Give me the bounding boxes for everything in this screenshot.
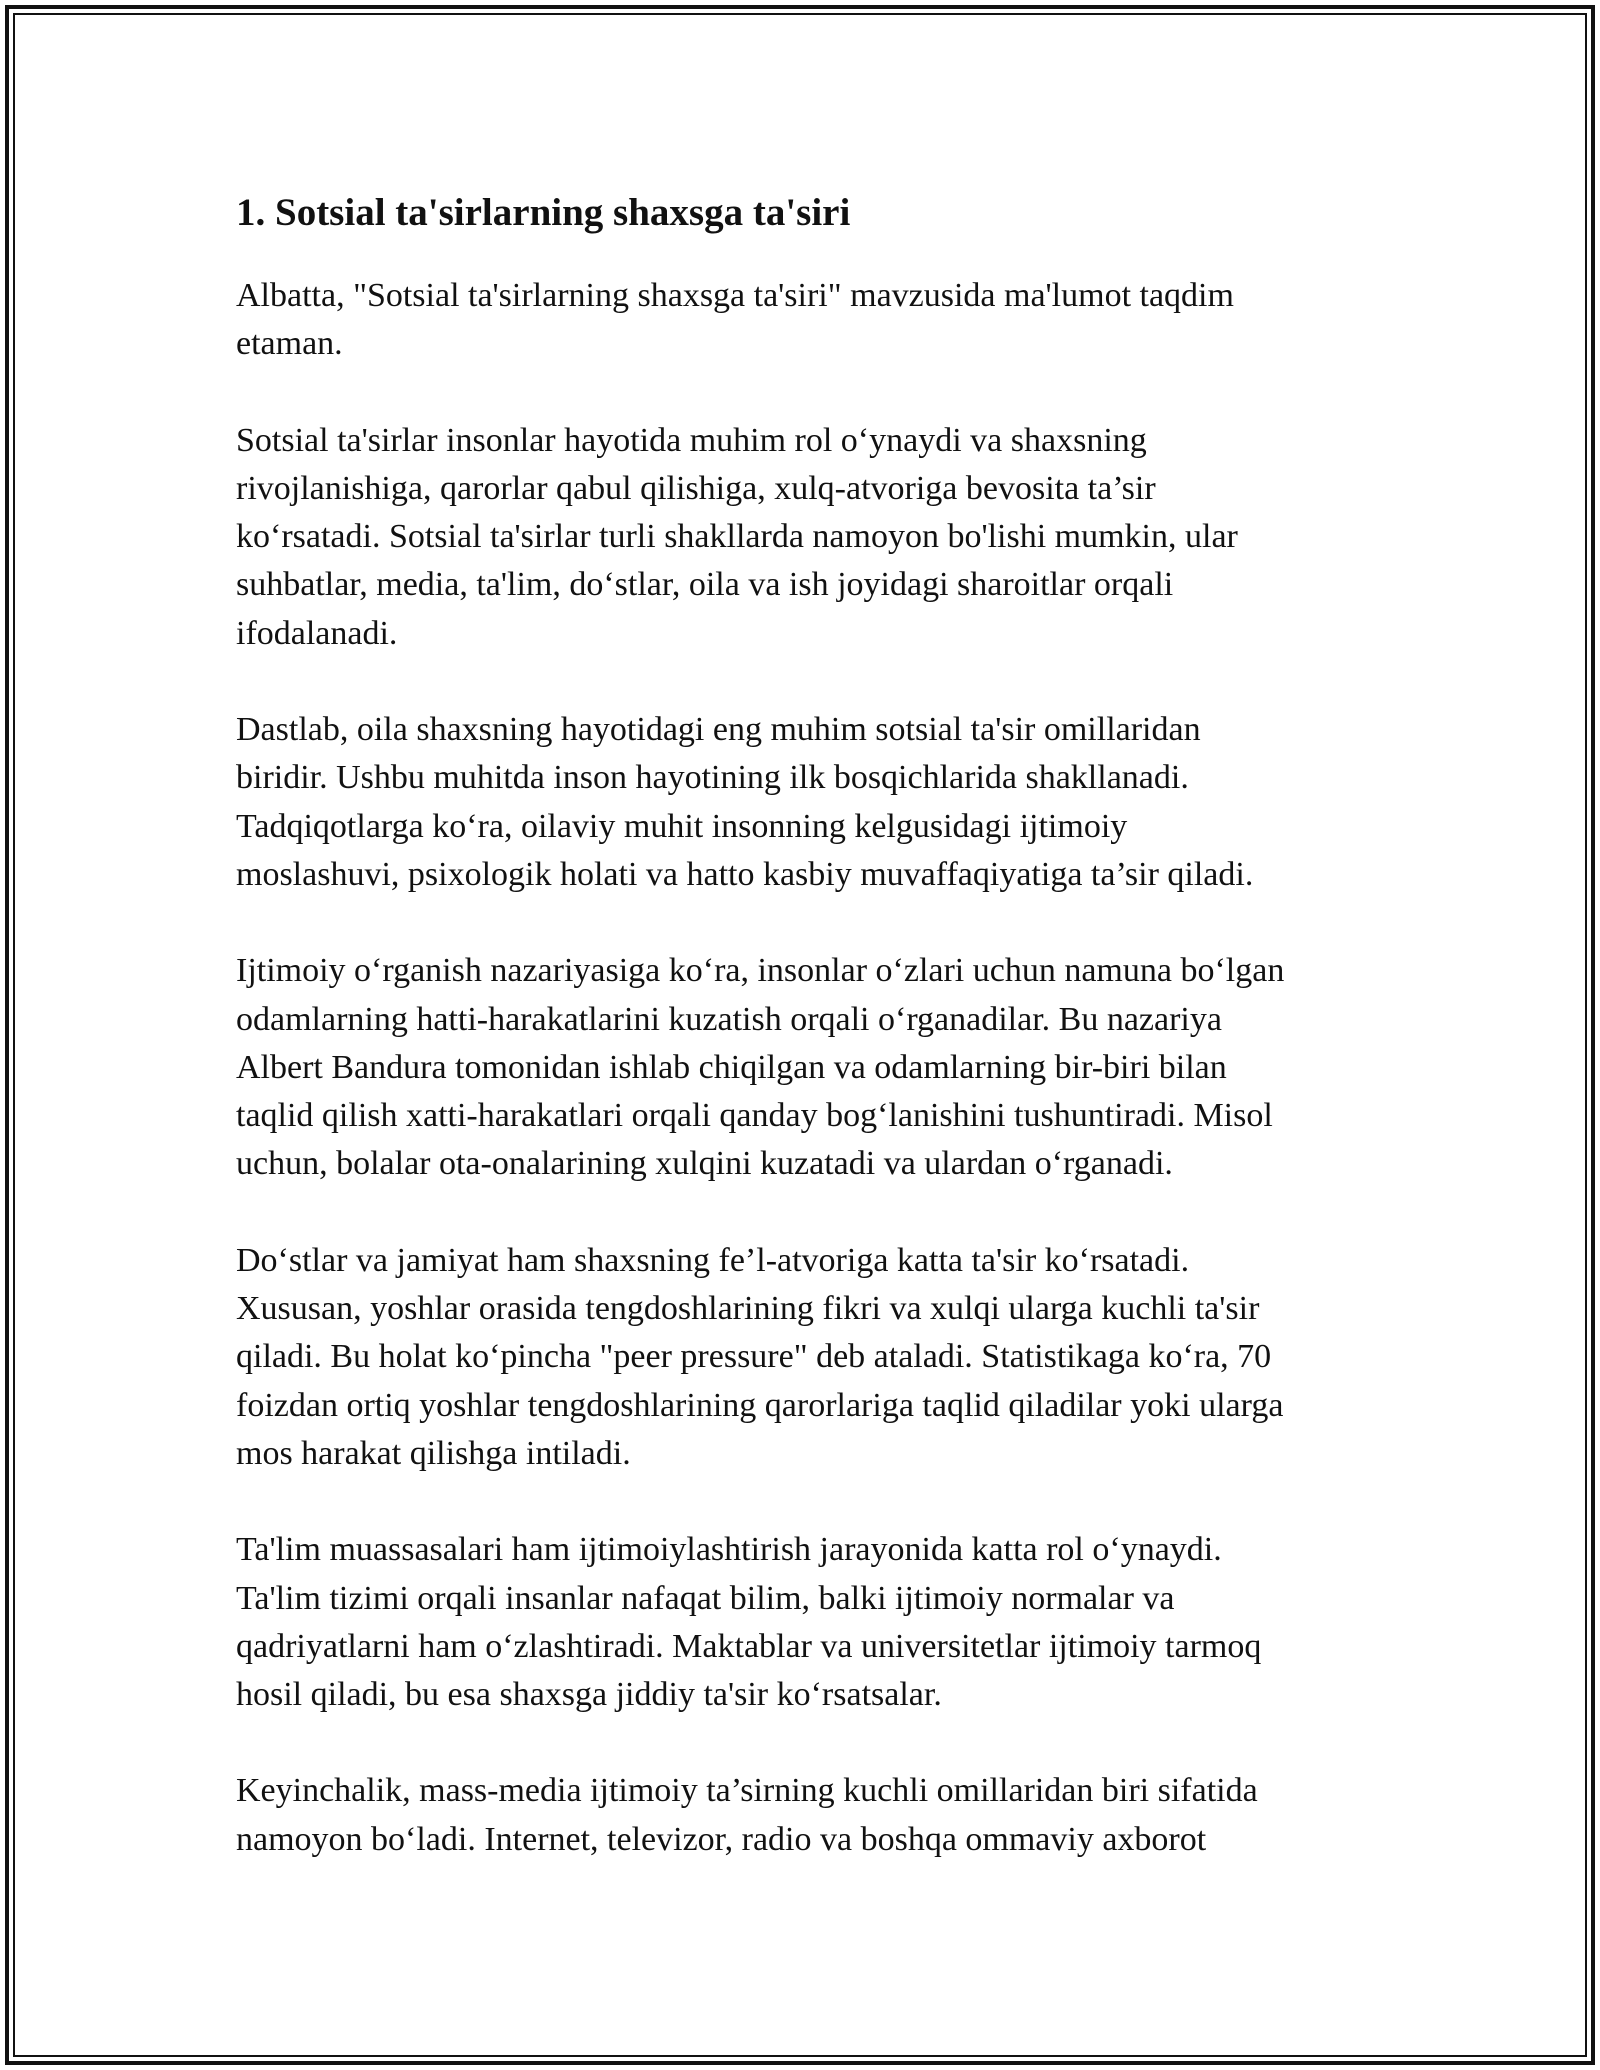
paragraph-friends-society: Do‘stlar va jamiyat ham shaxsning fe’l-atvoriga katta ta'sir ko‘rsatadi. Xususan, yoshlar orasida tengdoshlarining fikri va xulqi ularga kuchli ta'sir qiladi. Bu holat ko‘pincha "peer pressure" deb ataladi. Statistikaga ko‘ra, 70 foizdan ortiq yoshlar tengdoshlarining qarorlariga taqlid qiladilar yoki ularga mos harakat qilishga intiladi. (236, 1241, 1284, 1472)
document-body (236, 180, 1376, 1912)
paragraph-education: Ta'lim muassasalari ham ijtimoiylashtirish jarayonida katta rol o‘ynaydi. Ta'lim tizimi orqali insanlar nafaqat bilim, balki ijtimoiy normalar va qadriyatlarni ham o‘zlashtiradi. Maktablar va universitetlar ijtimoiy tarmoq hosil qiladi, bu esa shaxsga jiddiy ta'sir ko‘rsatsalar. (236, 1531, 1262, 1714)
paragraph-intro: Albatta, "Sotsial ta'sirlarning shaxsga ta'siri" mavzusida ma'lumot taqdim etaman. (236, 277, 1234, 363)
document-title: 1. Sotsial ta'sirlarning shaxsga ta'siri (236, 191, 851, 234)
paragraph-mass-media: Keyinchalik, mass-media ijtimoiy ta’sirning kuchli omillaridan biri sifatida namoyon bo‘ladi. Internet, televizor, radio va boshqa ommaviy axborot (236, 1772, 1258, 1858)
paragraph-family: Dastlab, oila shaxsning hayotidagi eng muhim sotsial ta'sir omillaridan biridir. Ushbu muhitda inson hayotining ilk bosqichlarida shakllanadi. Tadqiqotlarga ko‘ra, oilaviy muhit insonning kelgusidagi ijtimoiy moslashuvi, psixologik holati va hatto kasbiy muvaffaqiyatiga ta’sir qiladi. (236, 711, 1254, 893)
paragraph-social-learning: Ijtimoiy o‘rganish nazariyasiga ko‘ra, insonlar o‘zlari uchun namuna bo‘lgan odamlarning hatti-harakatlarini kuzatish orqali o‘rganadilar. Bu nazariya Albert Bandura tomonidan ishlab chiqilgan va odamlarning bir-biri bilan taqlid qilish xatti-harakatlari orqali qanday bog‘lanishini tushuntiradi. Misol uchun, bolalar ota-onalarining xulqini kuzatadi va ulardan o‘rganadi. (236, 952, 1285, 1183)
paragraph-social-influences: Sotsial ta'sirlar insonlar hayotida muhim rol o‘ynaydi va shaxsning rivojlanishiga, qarorlar qabul qilishiga, xulq-atvoriga bevosita ta’sir ko‘rsatadi. Sotsial ta'sirlar turli shakllarda namoyon bo'lishi mumkin, ular suhbatlar, media, ta'lim, do‘stlar, oila va ish joyidagi sharoitlar orqali ifodalanadi. (236, 421, 1238, 652)
